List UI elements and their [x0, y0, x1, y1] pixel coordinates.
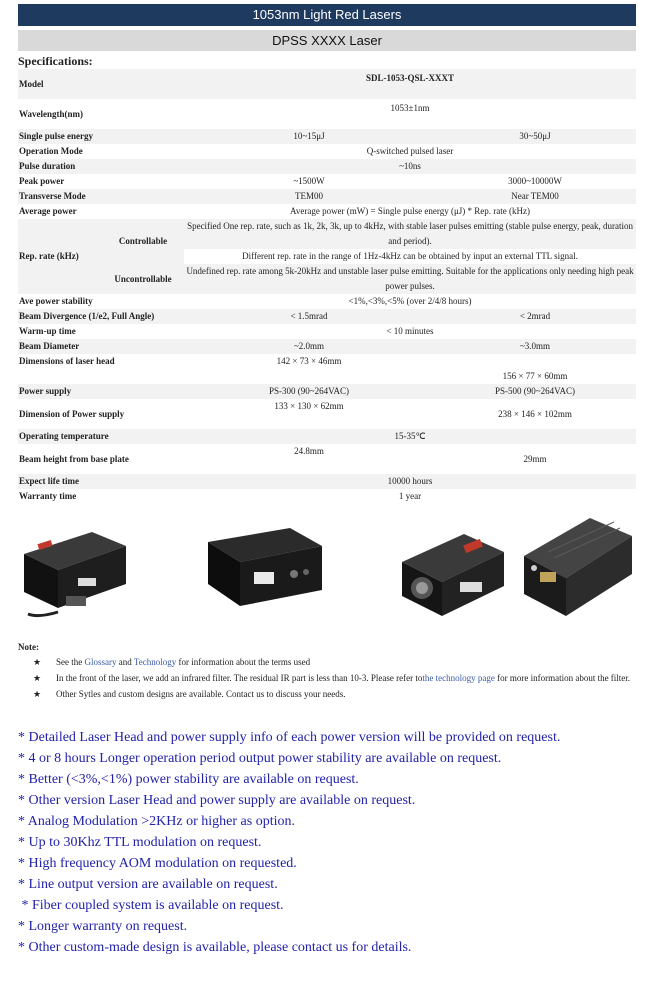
option-item: * Longer warranty on request. [18, 919, 188, 934]
table-row [18, 99, 636, 129]
table-row [18, 69, 636, 99]
spec-key: Average power [19, 206, 77, 216]
spec-value-a: ~2.0mm [184, 339, 434, 354]
spec-value-a: PS-300 (90~264VAC) [184, 384, 434, 399]
spec-value: Undefined rep. rate among 5k-20kHz and unstable laser pulse emitting. Suitable for the applications only needing high peak power pulses. [184, 264, 636, 294]
option-item: * 4 or 8 hours Longer operation period output power stability are available on request. [18, 751, 502, 766]
spec-value: SDL-1053-QSL-XXXT [184, 69, 636, 99]
table-row [18, 429, 636, 444]
spec-value-b: 3000~10000W [508, 176, 562, 186]
laser-head-small-image [18, 512, 130, 622]
table-row [18, 489, 636, 504]
notes-section [18, 642, 636, 701]
page-title: 1053nm Light Red Lasers [18, 4, 636, 26]
table-row [18, 399, 636, 429]
spec-key: Peak power [19, 176, 65, 186]
technology-page-link[interactable]: the technology page [422, 673, 495, 683]
table-row [18, 264, 636, 294]
star-icon: ★ [33, 657, 42, 667]
option-item: * Analog Modulation >2KHz or higher as option. [18, 814, 295, 829]
spec-key: Beam Diameter [18, 339, 184, 354]
specifications-heading: Specifications: [18, 54, 93, 68]
table-row [18, 324, 636, 339]
page [18, 4, 636, 958]
note-item [18, 655, 636, 669]
spec-key: Dimensions of laser head [19, 356, 115, 366]
spec-key: Wavelength(nm) [19, 108, 83, 119]
spec-value-b: < 2mrad [434, 309, 636, 324]
option-item: * Detailed Laser Head and power supply info of each power version will be provided on request. [18, 730, 561, 745]
star-icon: ★ [33, 689, 42, 699]
table-row [18, 384, 636, 399]
note-text: In the front of the laser, we add an infrared filter. The residual IR part is less than 10-3. Please refer to [56, 673, 423, 683]
option-item: * Up to 30Khz TTL modulation on request. [18, 835, 262, 850]
spec-value-b: 238 × 146 × 102mm [498, 408, 572, 419]
spec-value-a: ~1500W [293, 176, 325, 186]
spec-key: Single pulse energy [18, 129, 184, 144]
spec-key: Expect life time [18, 474, 184, 489]
spec-value-a: 133 × 130 × 62mm [274, 401, 344, 411]
spec-value: ~10ns [184, 159, 636, 174]
spec-key: Rep. rate (kHz) [18, 219, 102, 294]
spec-value-a: 142 × 73 × 46mm [276, 356, 342, 366]
spec-value-a: TEM00 [184, 189, 434, 204]
spec-value: 1 year [398, 491, 422, 501]
spec-value: Q-switched pulsed laser [366, 146, 454, 156]
table-row [18, 474, 636, 489]
option-item: * High frequency AOM modulation on requested. [18, 856, 297, 871]
spec-key: Operation Mode [19, 146, 83, 156]
glossary-link[interactable]: Glossary [84, 657, 117, 667]
spec-table [18, 69, 636, 504]
spec-key: Transverse Mode [18, 189, 184, 204]
option-item: * Other version Laser Head and power supply are available on request. [18, 793, 416, 808]
table-row [18, 144, 636, 159]
spec-value: 1053±1nm [390, 103, 430, 113]
power-supply-small-image [198, 512, 328, 622]
spec-value-a: < 1.5mrad [184, 309, 434, 324]
power-supply-large-image [518, 512, 636, 622]
option-item: * Line output version are available on request. [18, 877, 278, 892]
rep-rate-controllable-label: Controllable [102, 219, 184, 264]
spec-key: Dimension of Power supply [19, 408, 125, 419]
table-row [18, 129, 636, 144]
star-icon: ★ [33, 673, 42, 683]
spec-value-b: 29mm [523, 453, 547, 464]
note-item [18, 687, 636, 701]
spec-value-b: Near TEM00 [434, 189, 636, 204]
table-row [18, 354, 636, 384]
note-text: and [116, 657, 134, 667]
spec-value-b: 30~50μJ [434, 129, 636, 144]
spec-key: Pulse duration [18, 159, 184, 174]
spec-value-b: 156 × 77 × 60mm [502, 371, 568, 381]
spec-value: Average power (mW) = Single pulse energy (μJ) * Rep. rate (kHz) [290, 206, 530, 216]
spec-key: Warranty time [19, 491, 77, 501]
spec-value: Different rep. rate in the range of 1Hz-4kHz can be obtained by input an external TTL signal. [242, 251, 578, 261]
spec-value-b: PS-500 (90~264VAC) [434, 384, 636, 399]
spec-value: Specified One rep. rate, such as 1k, 2k, 3k, up to 4kHz, with stable laser pulses emitting (stable pulse energy, peak, duration and period). [184, 219, 636, 249]
option-item: * Better (<3%,<1%) power stability are available on request. [18, 772, 359, 787]
spec-key: Beam height from base plate [19, 453, 129, 464]
spec-value: 10000 hours [184, 474, 636, 489]
note-text: for information about the terms used [176, 657, 311, 667]
spec-value: 15-35℃ [184, 429, 636, 444]
table-row [18, 219, 636, 249]
rep-rate-uncontrollable-label: Uncontrollable [102, 264, 184, 294]
spec-key: Ave power stability [19, 296, 93, 306]
table-row [18, 189, 636, 204]
spec-value: < 10 minutes [386, 326, 434, 336]
options-list [18, 727, 636, 958]
option-item: * Fiber coupled system is available on request. [18, 898, 284, 913]
table-row [18, 339, 636, 354]
option-item: * Other custom-made design is available, please contact us for details. [18, 940, 412, 955]
product-photos [18, 512, 636, 622]
technology-link[interactable]: Technology [133, 657, 177, 667]
table-row [18, 444, 636, 474]
table-row [18, 204, 636, 219]
spec-key: Beam Divergence (1/e2, Full Angle) [18, 309, 184, 324]
spec-key: Warm-up time [19, 326, 76, 336]
laser-head-large-image [398, 512, 508, 622]
note-text: for more information about the filter. [494, 673, 631, 683]
spec-value: <1%,<3%,<5% (over 2/4/8 hours) [348, 296, 472, 306]
note-text: See the [56, 657, 85, 667]
spec-key: Operating temperature [18, 429, 184, 444]
table-row [18, 174, 636, 189]
spec-key: Power supply [18, 384, 184, 399]
note-item [18, 671, 636, 685]
spec-value-a: 24.8mm [294, 446, 324, 456]
table-row [18, 159, 636, 174]
spec-value-a: 10~15μJ [184, 129, 434, 144]
note-text: Other Sytles and custom designs are available. Contact us to discuss your needs. [56, 689, 346, 699]
spec-key: Model [18, 69, 184, 99]
spec-value-b: ~3.0mm [434, 339, 636, 354]
table-row [18, 309, 636, 324]
note-title: Note: [18, 642, 39, 652]
page-subtitle: DPSS XXXX Laser [18, 30, 636, 51]
table-row [18, 294, 636, 309]
